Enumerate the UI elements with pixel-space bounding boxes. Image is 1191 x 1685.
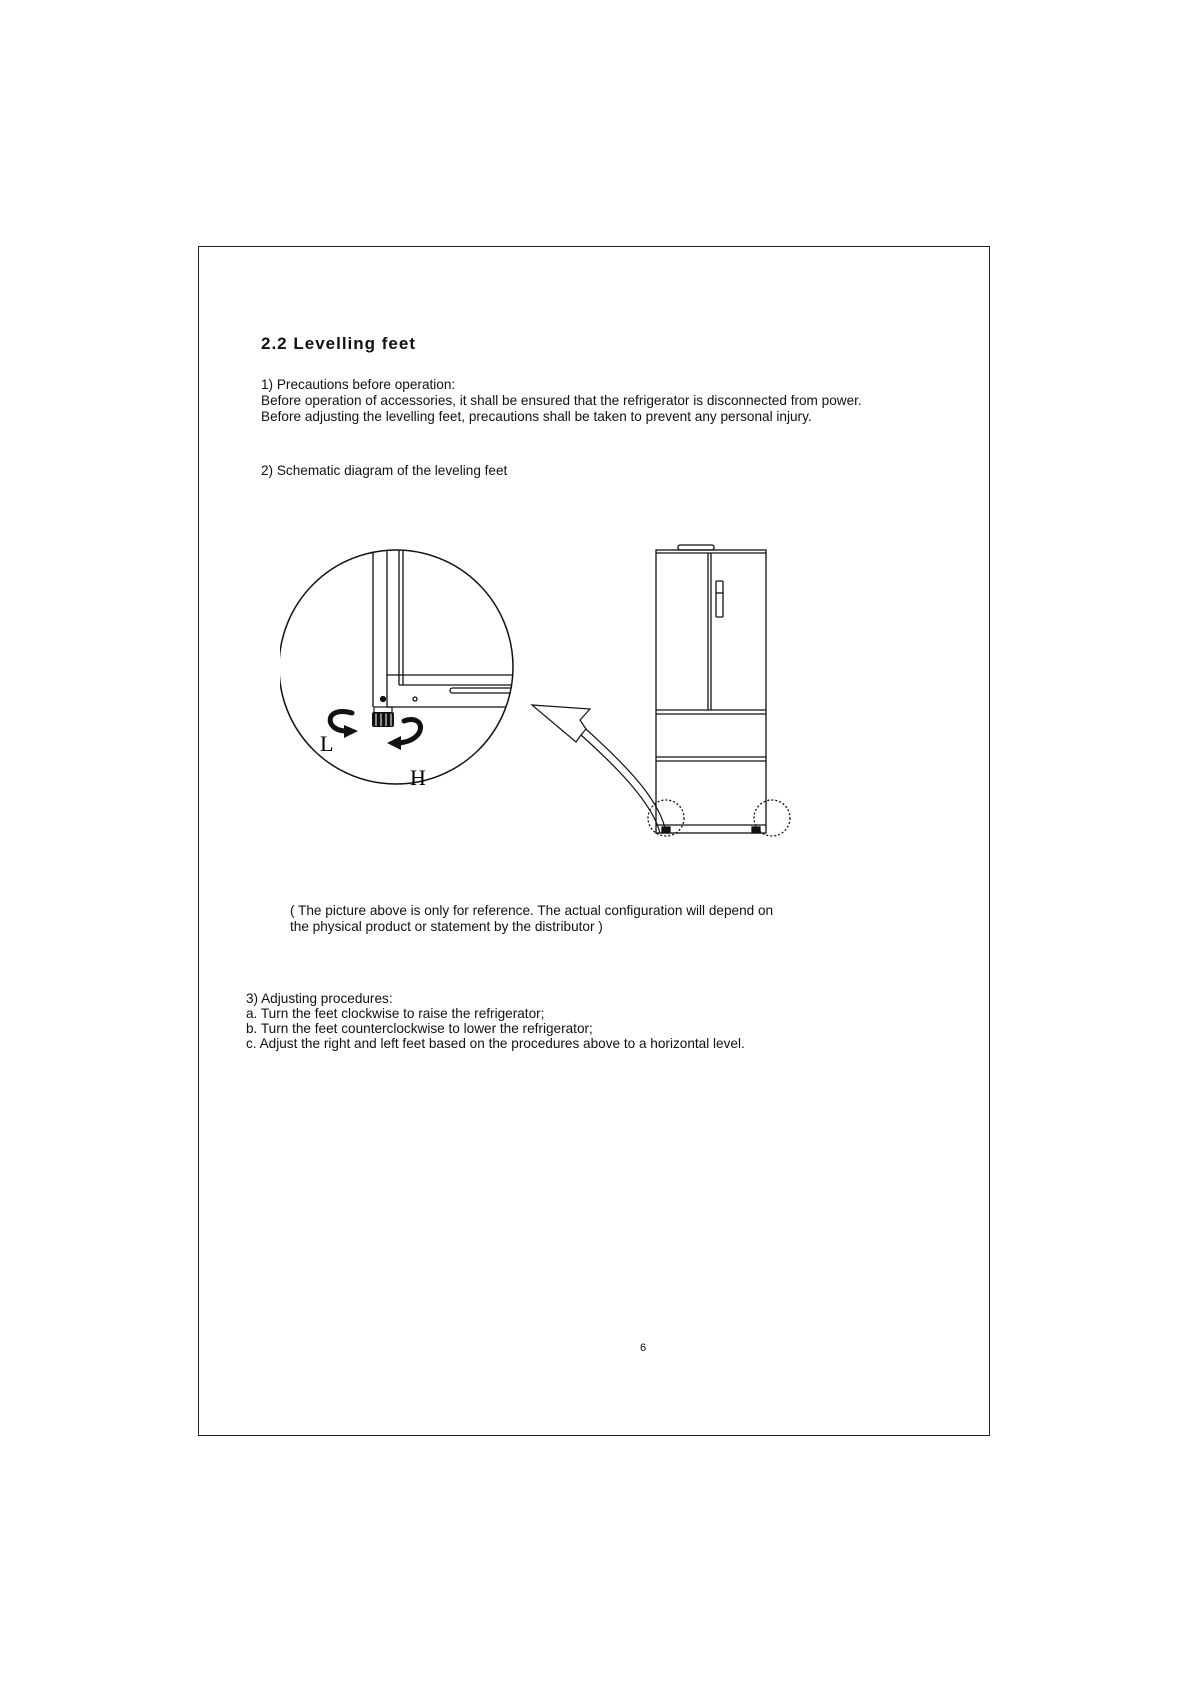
levelling-foot-knob (372, 707, 394, 727)
schematic-heading: 2) Schematic diagram of the leveling feet (261, 463, 508, 478)
magnified-foot-detail (280, 535, 550, 790)
precautions-line-1: Before operation of accessories, it shall be ensured that the refrigerator is disconnected from power. (261, 393, 862, 408)
reference-note-line-2: the physical product or statement by the distributor ) (290, 919, 603, 934)
label-h: H (410, 765, 426, 790)
refrigerator-illustration (648, 545, 790, 836)
procedure-step-b: b. Turn the feet counterclockwise to lower the refrigerator; (246, 1021, 593, 1036)
page-number: 6 (640, 1342, 647, 1354)
label-l: L (320, 731, 334, 756)
pointer-arrow-icon (532, 705, 665, 833)
section-title: 2.2 Levelling feet (261, 334, 416, 353)
precautions-heading: 1) Precautions before operation: (261, 377, 456, 392)
procedure-step-c: c. Adjust the right and left feet based on the procedures above to a horizontal level. (246, 1036, 745, 1051)
reference-note-line-1: ( The picture above is only for reference. The actual configuration will depend on (290, 903, 774, 918)
procedures-heading: 3) Adjusting procedures: (246, 991, 393, 1006)
leveling-feet-diagram (280, 535, 840, 855)
rotate-counterclockwise-arrow-icon (330, 711, 358, 738)
procedure-step-a: a. Turn the feet clockwise to raise the refrigerator; (246, 1006, 545, 1021)
precautions-line-2: Before adjusting the levelling feet, precautions shall be taken to prevent any personal injury. (261, 409, 812, 424)
